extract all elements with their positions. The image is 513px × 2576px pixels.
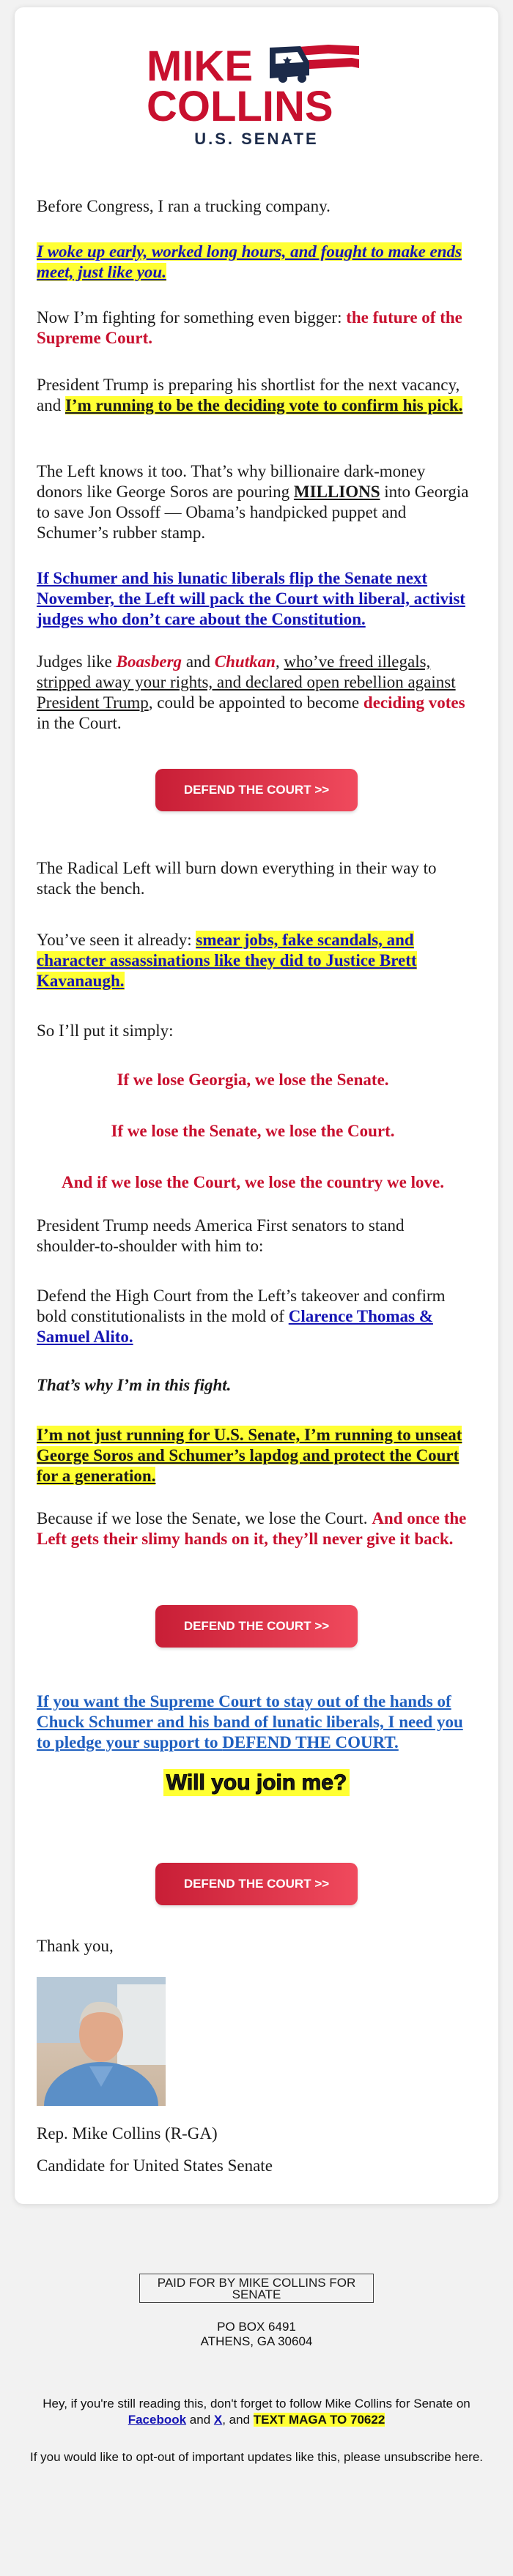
- text-maga-badge: TEXT MAGA TO 70622: [253, 2413, 385, 2427]
- judge-name: Boasberg: [116, 652, 182, 671]
- text-span: You’ve seen it already:: [37, 931, 196, 949]
- smear-paragraph[interactable]: [37, 930, 469, 991]
- millions-emphasis: MILLIONS: [293, 483, 380, 501]
- text-span: into Georgia to save Jon Ossoff — Obama’s handpicked puppet and Schumer’s rubber stamp.: [37, 483, 469, 542]
- logo-graphic: [139, 40, 374, 150]
- text-span: Defend the High Court from the Left’s takeover and confirm bold constitutionalists in the mold of: [37, 1287, 446, 1325]
- underlined-text: who’ve freed illegals, stripped away your rights, and declared open rebellion against President Trump: [37, 652, 456, 712]
- thank-you: Thank you,: [37, 1937, 114, 1955]
- text-span: Because if we lose the Senate, we lose the Court.: [37, 1509, 372, 1527]
- candidate-photo: [37, 1977, 166, 2106]
- portrait-graphic: [37, 1977, 166, 2106]
- mailing-address: [0, 2320, 513, 2349]
- text-span: ,: [275, 652, 284, 671]
- judge-name: Chutkan: [214, 652, 276, 671]
- x-link[interactable]: X: [213, 2413, 223, 2427]
- defend-court-button[interactable]: DEFEND THE COURT >>: [155, 1863, 358, 1905]
- defend-the-court-link[interactable]: DEFEND THE COURT: [222, 1733, 395, 1752]
- georgia-line: If we lose Georgia, we lose the Senate.: [117, 1071, 389, 1089]
- text-span: Hey, if you're still reading this, don't forget to follow Mike Collins for Senate on: [43, 2397, 470, 2411]
- court-line: And if we lose the Court, we lose the country we love.: [62, 1173, 444, 1191]
- red-emphasis: And once the Left gets their slimy hands on it, they’ll never give it back.: [37, 1509, 467, 1548]
- text-span: , and: [222, 2413, 254, 2427]
- text-span: and: [186, 2413, 214, 2427]
- pack-court-paragraph[interactable]: [37, 568, 469, 630]
- signature-name: Rep. Mike Collins (R-GA): [37, 2124, 218, 2143]
- red-emphasis: deciding votes: [363, 693, 465, 712]
- fight-line: That’s why I’m in this fight.: [37, 1376, 232, 1394]
- slimy-hands-paragraph: [37, 1508, 469, 1549]
- red-emphasis: the future of the Supreme Court.: [37, 308, 462, 347]
- text-span: Now I’m fighting for something even bigger:: [37, 308, 347, 327]
- radical-left-paragraph: The Radical Left will burn down everything in their way to stack the bench.: [37, 859, 437, 898]
- optout-note[interactable]: If you would like to opt-out of important updates like this, please unsubscribe here.: [29, 2450, 484, 2464]
- join-text: Will you join me?: [163, 1769, 350, 1796]
- senate-line: If we lose the Senate, we lose the Court.: [111, 1122, 395, 1140]
- smear-link[interactable]: smear jobs, fake scandals, and character assassinations like they did to Justice Brett Kavanaugh.: [37, 931, 417, 990]
- text-span: , could be appointed to become: [148, 693, 363, 712]
- supreme-court-paragraph: [37, 308, 469, 349]
- running-paragraph: [37, 1425, 469, 1486]
- shortlist-paragraph: [37, 375, 469, 416]
- paid-for-box: PAID FOR BY MIKE COLLINS FOR SENATE: [139, 2274, 374, 2303]
- pack-court-link[interactable]: If Schumer and his lunatic liberals flip the Senate next November, the Left will pack the Court with liberal, activist judges who don’t care about the Constitution.: [37, 569, 465, 628]
- logo-line3: U.S. SENATE: [194, 130, 319, 148]
- follow-note: [22, 2396, 491, 2428]
- defend-court-button[interactable]: DEFEND THE COURT >>: [155, 1605, 358, 1648]
- text-span: in the Court.: [37, 714, 122, 732]
- america-first-paragraph: President Trump needs America First senators to stand shoulder-to-shoulder with him to:: [37, 1216, 405, 1255]
- logo-line2: COLLINS: [147, 83, 333, 130]
- text-span: President Trump is preparing his shortlist for the next vacancy, and: [37, 376, 460, 414]
- justices-link[interactable]: Clarence Thomas & Samuel Alito.: [37, 1307, 433, 1346]
- campaign-logo: [15, 40, 498, 154]
- highlighted-underlined-text: I’m running to be the deciding vote to confirm his pick.: [64, 396, 463, 414]
- simply-paragraph: So I’ll put it simply:: [37, 1021, 174, 1040]
- text-span: .: [394, 1733, 399, 1752]
- defend-high-court-paragraph[interactable]: [37, 1286, 469, 1347]
- signature-title: Candidate for United States Senate: [37, 2156, 273, 2175]
- judges-paragraph: [37, 652, 469, 734]
- logo-line1: MIKE: [147, 42, 253, 90]
- email-card: [15, 7, 498, 2204]
- pledge-link[interactable]: If you want the Supreme Court to stay out of the hands of Chuck Schumer and his band of lunatic liberals, I need you to pledge your support to: [37, 1692, 463, 1752]
- soros-paragraph: [37, 461, 469, 543]
- address-line: PO BOX 6491: [217, 2320, 296, 2334]
- highlighted-link-paragraph[interactable]: [37, 242, 469, 283]
- hardwork-link[interactable]: I woke up early, worked long hours, and fought to make ends meet, just like you.: [37, 242, 462, 281]
- text-span: and: [182, 652, 215, 671]
- address-line: ATHENS, GA 30604: [200, 2334, 313, 2348]
- highlighted-underlined-text: I’m not just running for U.S. Senate, I’m running to unseat George Soros and Schumer’s lapdog and protect the Court for a generation.: [37, 1426, 462, 1485]
- facebook-link[interactable]: Facebook: [128, 2413, 187, 2427]
- defend-court-button[interactable]: DEFEND THE COURT >>: [155, 769, 358, 811]
- intro-paragraph: Before Congress, I ran a trucking company.: [37, 197, 331, 215]
- pledge-paragraph[interactable]: [37, 1691, 469, 1753]
- join-prompt: [15, 1771, 498, 1795]
- flag-truck-icon: [270, 45, 359, 83]
- text-span: The Left knows it too. That’s why billionaire dark-money donors like George Soros are pouring: [37, 462, 426, 501]
- text-span: Judges like: [37, 652, 117, 671]
